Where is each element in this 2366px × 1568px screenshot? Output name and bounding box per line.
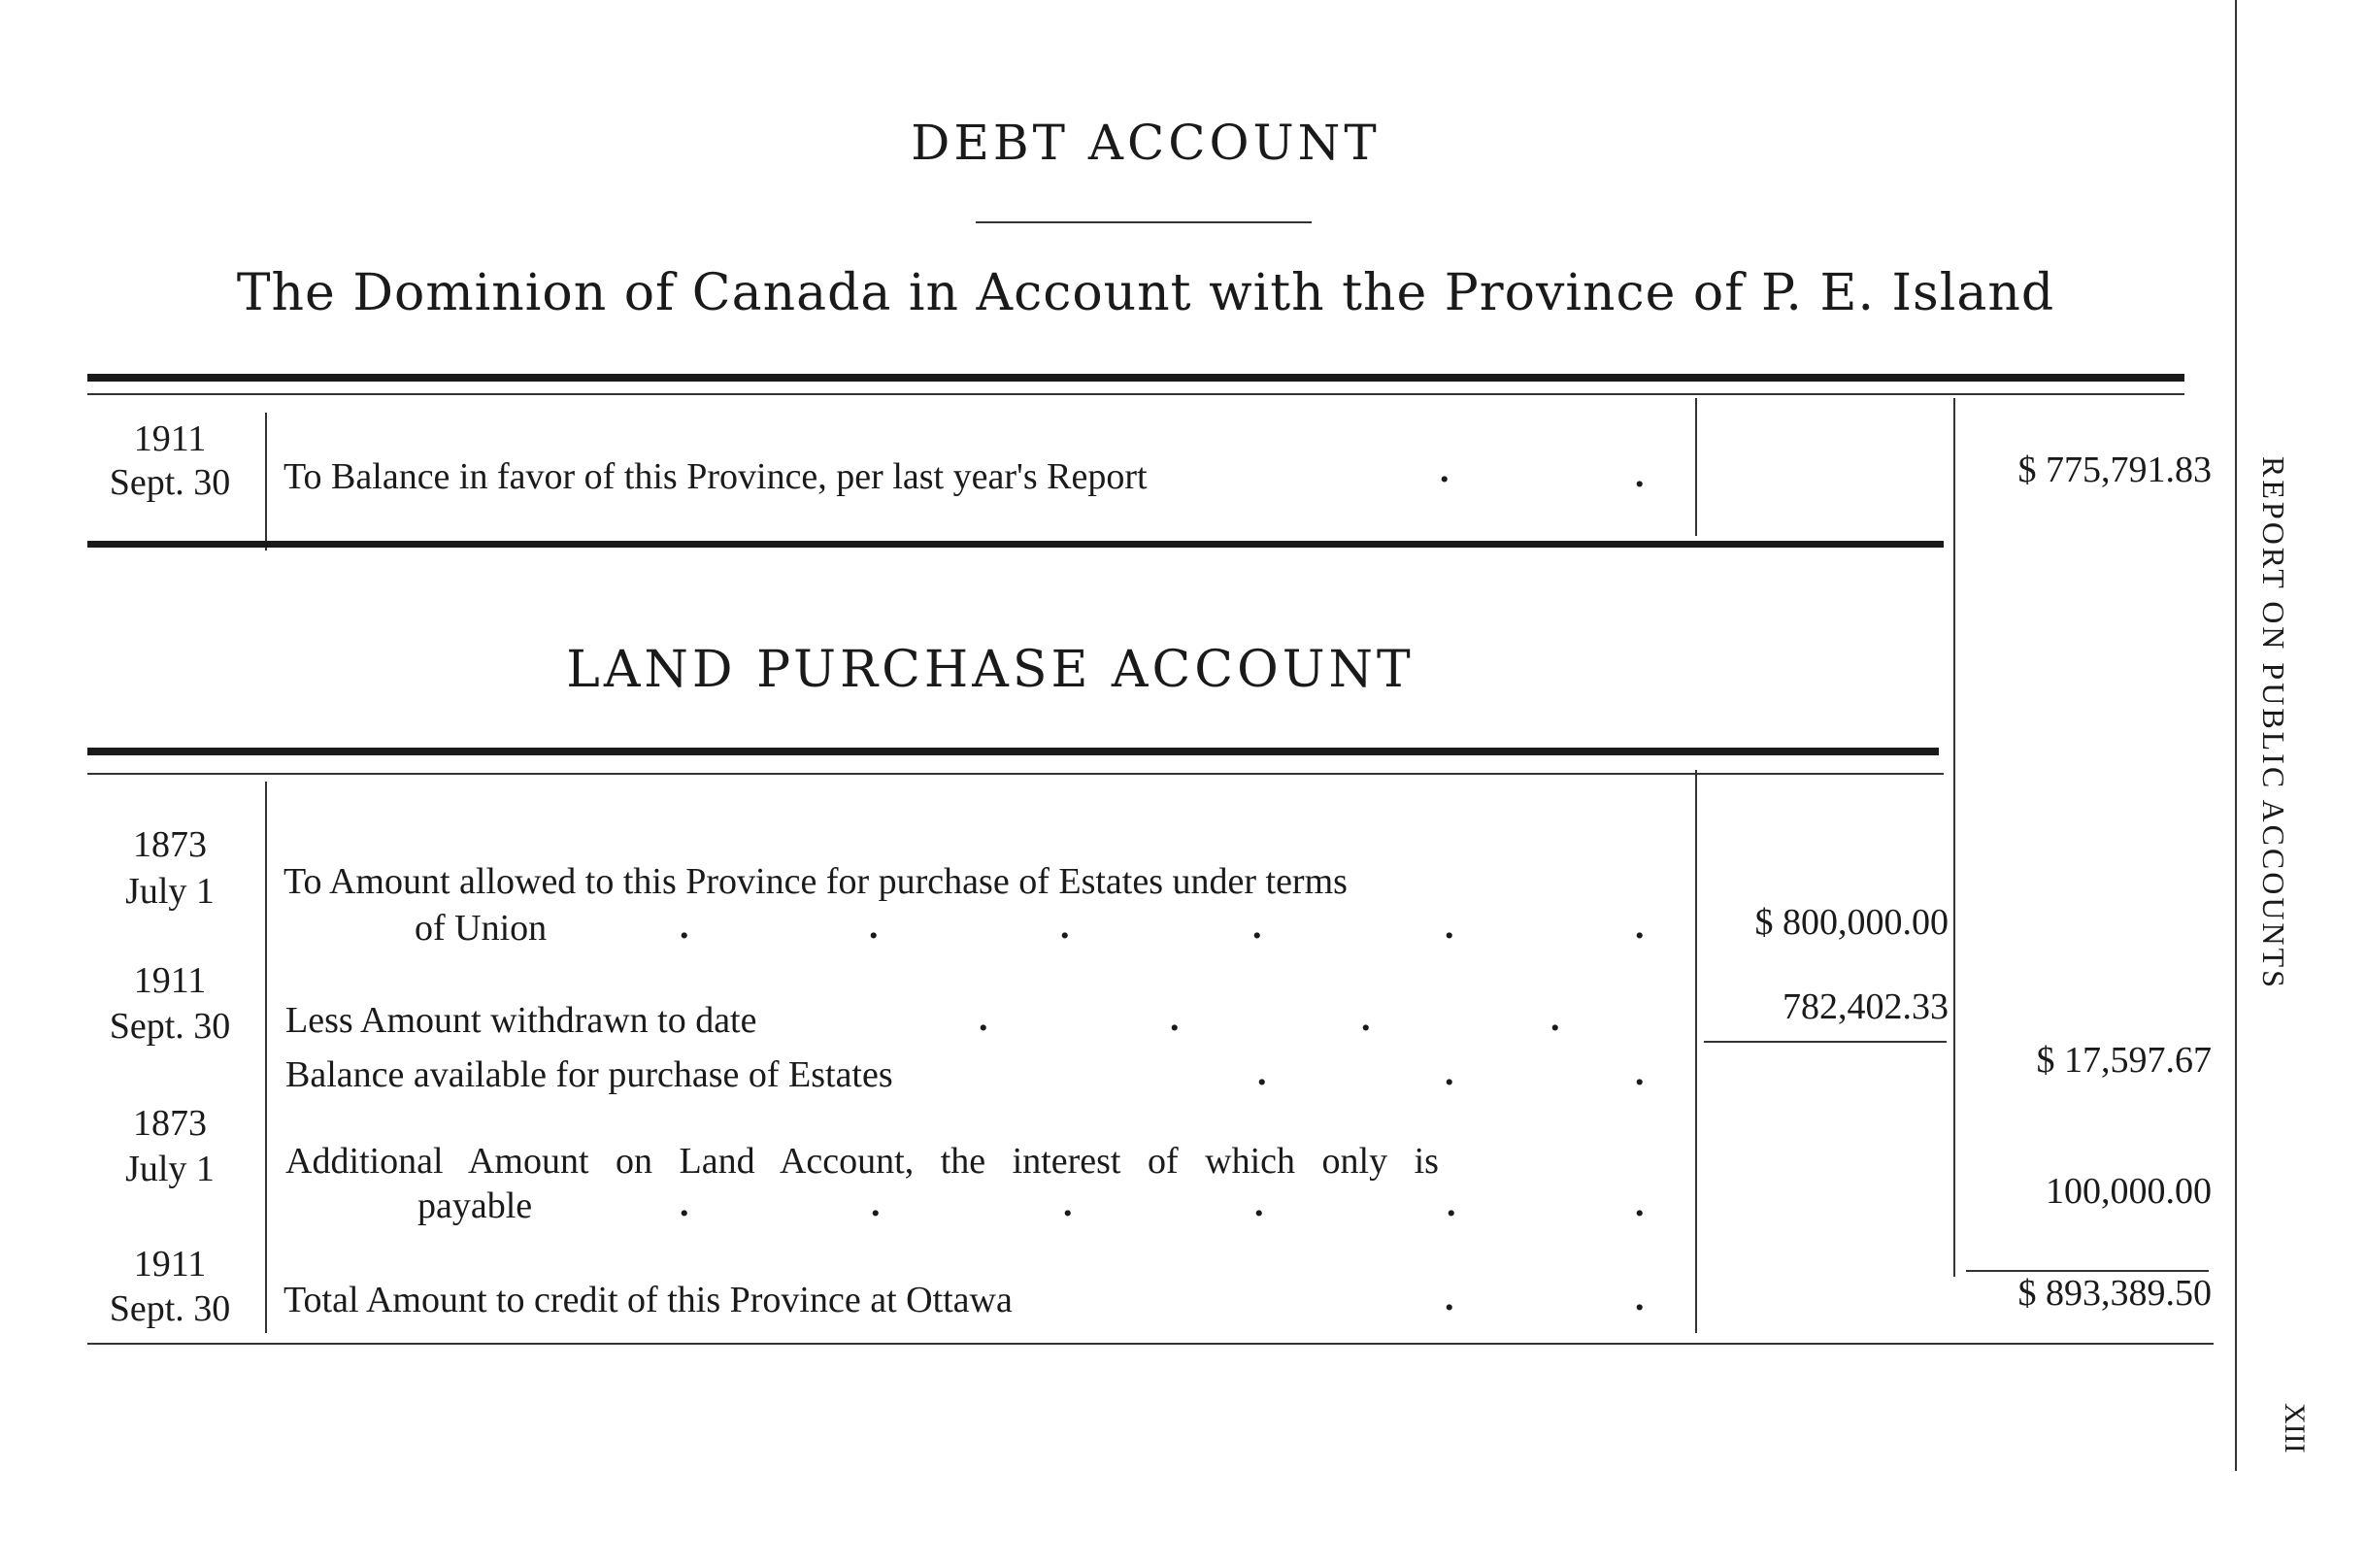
leader-dot: . bbox=[1635, 906, 1645, 947]
land-row-date: July 1 bbox=[125, 1149, 215, 1189]
debt-bottom-rule bbox=[87, 541, 1944, 548]
leader-dot: . bbox=[1445, 906, 1454, 947]
grand-total: $ 893,389.50 bbox=[2017, 1273, 2212, 1314]
page-title: DEBT ACCOUNT bbox=[911, 115, 1381, 171]
debt-date-column-rule bbox=[265, 413, 267, 550]
land-row-description-continued: of Union bbox=[415, 908, 548, 949]
debt-row-description: To Balance in favor of this Province, per last year's Report bbox=[283, 456, 1148, 497]
land-amount-column-rule bbox=[1695, 770, 1697, 1333]
page-number: XIII bbox=[2279, 1403, 2311, 1453]
debt-top-rule bbox=[87, 374, 2184, 382]
land-row-total: $ 17,597.67 bbox=[2036, 1040, 2212, 1081]
land-row-year: 1873 bbox=[133, 1103, 207, 1144]
leader-dot: . bbox=[871, 1184, 881, 1224]
leader-dot: . bbox=[1635, 454, 1645, 495]
land-row-amount: 782,402.33 bbox=[1783, 986, 1949, 1027]
debt-amount-column-rule bbox=[1695, 398, 1697, 536]
land-top-thin-rule bbox=[87, 773, 1944, 775]
land-row-description: Additional Amount on Land Account, the interest of which only is bbox=[285, 1141, 1439, 1182]
leader-dot: . bbox=[1635, 1278, 1645, 1318]
debt-balance-total: $ 775,791.83 bbox=[2017, 450, 2212, 490]
leader-dot: . bbox=[1635, 1184, 1645, 1224]
land-row-amount: $ 800,000.00 bbox=[1754, 902, 1949, 943]
debt-row-year: 1911 bbox=[133, 418, 207, 459]
leader-dot: . bbox=[680, 1184, 689, 1224]
title-rule bbox=[976, 221, 1312, 223]
land-row-year: 1873 bbox=[133, 824, 207, 865]
leader-dot: . bbox=[680, 906, 689, 947]
leader-dot: . bbox=[1257, 1052, 1267, 1093]
land-row-description: Balance available for purchase of Estates bbox=[285, 1054, 893, 1095]
leader-dot: . bbox=[1252, 906, 1262, 947]
land-row-description-continued: payable bbox=[417, 1185, 533, 1226]
leader-dot: . bbox=[1440, 450, 1450, 490]
land-row-description: Total Amount to credit of this Province at Ottawa bbox=[283, 1280, 1013, 1320]
land-row-total: 100,000.00 bbox=[2046, 1171, 2212, 1212]
leader-dot: . bbox=[1361, 998, 1371, 1039]
land-row-date: July 1 bbox=[125, 871, 215, 912]
land-date-column-rule bbox=[265, 782, 267, 1333]
leader-dot: . bbox=[1447, 1184, 1456, 1224]
leader-dot: . bbox=[979, 998, 988, 1039]
leader-dot: . bbox=[1060, 906, 1070, 947]
land-row-date: Sept. 30 bbox=[109, 1006, 231, 1047]
land-row-description: To Amount allowed to this Province for purchase of Estates under terms bbox=[283, 861, 1348, 902]
subtotal-rule bbox=[1704, 1041, 1947, 1043]
total-column-rule bbox=[1953, 398, 1955, 1277]
land-account-title: LAND PURCHASE ACCOUNT bbox=[566, 641, 1415, 699]
running-head: REPORT ON PUBLIC ACCOUNTS bbox=[2256, 456, 2291, 990]
leader-dot: . bbox=[1635, 1052, 1645, 1093]
leader-dot: . bbox=[1170, 998, 1180, 1039]
leader-dot: . bbox=[869, 906, 879, 947]
leader-dot: . bbox=[1550, 998, 1560, 1039]
land-top-rule bbox=[87, 748, 1939, 755]
leader-dot: . bbox=[1063, 1184, 1073, 1224]
land-row-date: Sept. 30 bbox=[109, 1288, 231, 1329]
leader-dot: . bbox=[1254, 1184, 1264, 1224]
account-subtitle: The Dominion of Canada in Account with the Province of P. E. Island bbox=[236, 264, 2055, 322]
land-row-year: 1911 bbox=[133, 1244, 207, 1284]
land-row-year: 1911 bbox=[133, 960, 207, 1001]
leader-dot: . bbox=[1445, 1052, 1454, 1093]
debt-top-thin-rule bbox=[87, 393, 2184, 395]
land-bottom-rule bbox=[87, 1343, 2214, 1345]
land-row-description: Less Amount withdrawn to date bbox=[285, 1000, 757, 1041]
leader-dot: . bbox=[1445, 1278, 1454, 1318]
debt-row-date: Sept. 30 bbox=[109, 462, 231, 503]
